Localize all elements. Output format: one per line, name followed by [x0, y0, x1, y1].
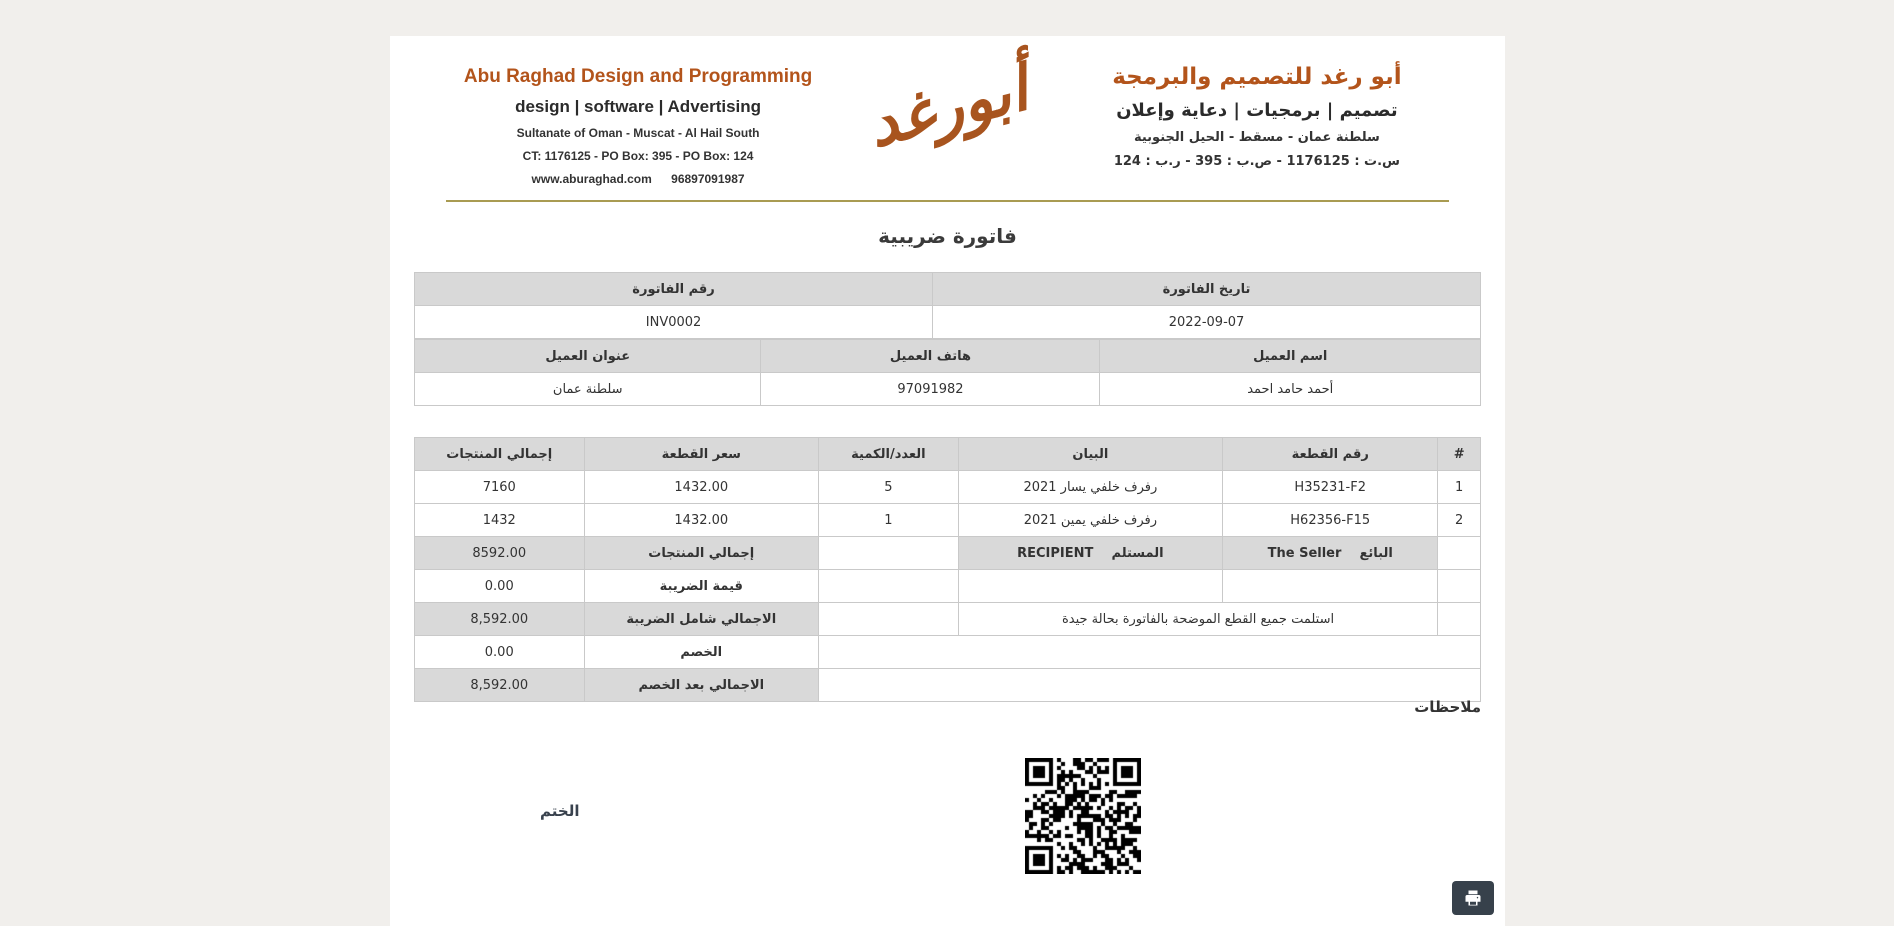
- item-description: رفرف خلفي يمين 2021: [958, 504, 1222, 537]
- empty-cell: [958, 570, 1222, 603]
- item-price: 1432.00: [584, 504, 819, 537]
- company-header: [414, 36, 1481, 186]
- recipient-label: المستلم: [1111, 545, 1164, 561]
- company-header-english: [414, 58, 862, 186]
- invoice-meta-table: [414, 272, 1481, 339]
- empty-cell: [1438, 537, 1481, 570]
- summary-row-total-with-tax: [415, 603, 1481, 636]
- item-row: [415, 471, 1481, 504]
- recipient-label-en: RECIPIENT: [1017, 545, 1094, 561]
- logo-calligraphy: أبورغد: [860, 51, 1035, 162]
- invoice-date-label: تاريخ الفاتورة: [933, 273, 1481, 306]
- invoice-date-value: 2022-09-07: [933, 306, 1481, 339]
- company-tagline-en: design | software | Advertising: [515, 97, 762, 116]
- table-row: [415, 373, 1481, 406]
- item-index: 1: [1438, 471, 1481, 504]
- col-line-total: إجمالي المنتجات: [415, 438, 585, 471]
- products-total-value: 8592.00: [415, 537, 585, 570]
- empty-cell: [1223, 570, 1438, 603]
- company-address-en: Sultanate of Oman - Muscat - Al Hail South: [516, 126, 760, 140]
- items-table: [414, 437, 1481, 702]
- qr-code: [1025, 758, 1141, 874]
- notes-label: ملاحظات: [1414, 698, 1481, 716]
- empty-cell: [1438, 570, 1481, 603]
- client-name-label: اسم العميل: [1100, 340, 1481, 373]
- products-total-label: إجمالي المنتجات: [584, 537, 819, 570]
- table-row: [415, 273, 1481, 306]
- company-phone: 96897091987: [671, 172, 745, 186]
- item-price: 1432.00: [584, 471, 819, 504]
- client-address-label: عنوان العميل: [415, 340, 761, 373]
- col-unit-price: سعر القطعة: [584, 438, 819, 471]
- company-website: www.aburaghad.com: [531, 172, 652, 186]
- empty-cell: [819, 603, 959, 636]
- discount-label: الخصم: [584, 636, 819, 669]
- col-description: البيان: [958, 438, 1222, 471]
- item-part: H62356-F15: [1223, 504, 1438, 537]
- header-divider: [446, 200, 1449, 202]
- company-header-arabic: [1033, 58, 1481, 169]
- col-part-number: رقم القطعة: [1223, 438, 1438, 471]
- item-quantity: 1: [819, 504, 959, 537]
- empty-cell: [819, 537, 959, 570]
- tax-value: 0.00: [415, 570, 585, 603]
- items-header-row: [415, 438, 1481, 471]
- item-part: H35231-F2: [1223, 471, 1438, 504]
- company-contact-en: [414, 172, 862, 186]
- empty-cell: [819, 669, 1481, 702]
- total-after-discount-value: 8,592.00: [415, 669, 585, 702]
- empty-cell: [1438, 603, 1481, 636]
- summary-row-tax: [415, 570, 1481, 603]
- client-phone-value: 97091982: [761, 373, 1100, 406]
- client-phone-label: هاتف العميل: [761, 340, 1100, 373]
- summary-row-discount: [415, 636, 1481, 669]
- print-button[interactable]: [1452, 881, 1494, 915]
- table-row: [415, 306, 1481, 339]
- col-quantity: العدد/الكمية: [819, 438, 959, 471]
- total-after-discount-label: الاجمالي بعد الخصم: [584, 669, 819, 702]
- item-total: 1432: [415, 504, 585, 537]
- company-name-ar: أبو رغد للتصميم والبرمجة: [1112, 64, 1402, 90]
- stamp-label: الختم: [540, 802, 580, 820]
- client-address-value: سلطنة عمان: [415, 373, 761, 406]
- discount-value: 0.00: [415, 636, 585, 669]
- invoice-number-value: INV0002: [415, 306, 933, 339]
- printer-icon: [1463, 889, 1483, 907]
- item-row: [415, 504, 1481, 537]
- item-description: رفرف خلفي يسار 2021: [958, 471, 1222, 504]
- summary-row-products-total: [415, 537, 1481, 570]
- invoice-number-label: رقم الفاتورة: [415, 273, 933, 306]
- tax-label: قيمة الضريبة: [584, 570, 819, 603]
- invoice-card: [390, 36, 1505, 926]
- company-registration-en: CT: 1176125 - PO Box: 395 - PO Box: 124: [522, 149, 754, 163]
- item-index: 2: [1438, 504, 1481, 537]
- company-logo: [860, 51, 1035, 162]
- received-note: استلمت جميع القطع الموضحة بالفاتورة بحالة جيدة: [958, 603, 1438, 636]
- empty-cell: [819, 570, 959, 603]
- company-name-en: Abu Raghad Design and Programming: [463, 66, 813, 87]
- client-meta-table: [414, 339, 1481, 406]
- recipient-cell: [958, 537, 1222, 570]
- total-with-tax-label: الاجمالي شامل الضريبة: [584, 603, 819, 636]
- item-total: 7160: [415, 471, 585, 504]
- item-quantity: 5: [819, 471, 959, 504]
- summary-row-total-after-discount: [415, 669, 1481, 702]
- company-registration-ar: س.ت : 1176125 - ص.ب : 395 - ر.ب : 124: [1113, 154, 1400, 169]
- seller-label-en: The Seller: [1267, 545, 1342, 561]
- seller-label: البائع: [1359, 545, 1393, 561]
- seller-cell: [1223, 537, 1438, 570]
- empty-cell: [819, 636, 1481, 669]
- company-tagline-ar: تصميم | برمجيات | دعاية وإعلان: [1116, 100, 1398, 121]
- company-address-ar: سلطنة عمان - مسقط - الحيل الجنوبية: [1133, 130, 1380, 145]
- total-with-tax-value: 8,592.00: [415, 603, 585, 636]
- client-name-value: أحمد حامد احمد: [1100, 373, 1481, 406]
- invoice-title: فاتورة ضريبية: [878, 224, 1017, 248]
- table-row: [415, 340, 1481, 373]
- col-index: #: [1438, 438, 1481, 471]
